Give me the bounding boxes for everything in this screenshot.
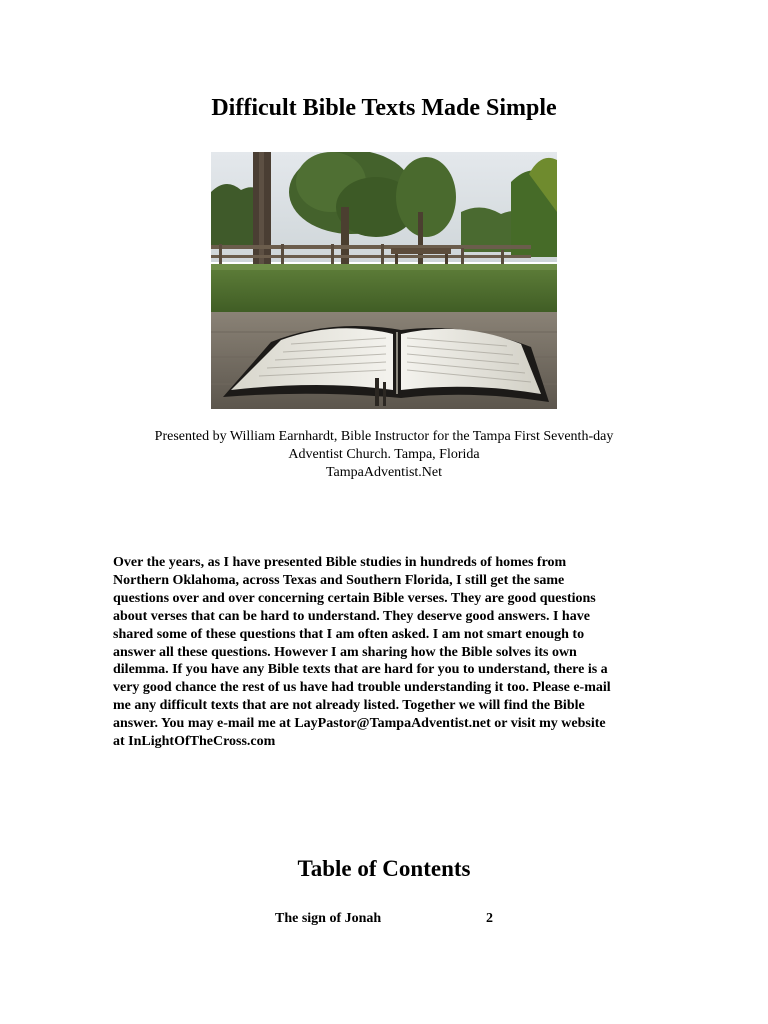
- intro-line: answer. You may e-mail me at LayPastor@TampaAdventist.net or visit my website: [113, 716, 606, 732]
- credit-line: Presented by William Earnhardt, Bible Instructor for the Tampa First Seventh-day: [154, 429, 614, 444]
- toc-heading: Table of Contents: [297, 856, 471, 881]
- intro-line: at InLightOfTheCross.com: [113, 734, 276, 750]
- intro-line: questions over and over concerning certain Bible verses. They are good questions: [113, 590, 596, 606]
- credit-line: TampaAdventist.Net: [325, 465, 443, 480]
- presenter-credit: [100, 428, 668, 482]
- toc-entry-page-number[interactable]: 2: [486, 911, 493, 926]
- intro-line: answer all these questions. However I am sharing how the Bible solves its own: [113, 644, 577, 660]
- intro-line: shared some of these questions that I am often asked. I am not smart enough to: [113, 626, 585, 642]
- intro-paragraph: [113, 554, 673, 751]
- intro-line: very good chance the rest of us have had trouble understanding it too. Please e-mail: [113, 680, 611, 696]
- document-title: Difficult Bible Texts Made Simple: [211, 95, 557, 121]
- intro-line: dilemma. If you have any Bible texts that are hard for you to understand, there is a: [113, 662, 608, 678]
- credit-line: Adventist Church. Tampa, Florida: [288, 447, 480, 462]
- intro-line: about verses that can be hard to understand. They deserve good answers. I have: [113, 608, 590, 624]
- toc-entry-title[interactable]: The sign of Jonah: [275, 911, 382, 926]
- intro-line: Northern Oklahoma, across Texas and Southern Florida, I still get the same: [113, 572, 565, 588]
- cover-photo: [211, 152, 557, 409]
- toc-entry[interactable]: [275, 910, 505, 928]
- intro-line: Over the years, as I have presented Bible studies in hundreds of homes from: [113, 555, 567, 570]
- intro-line: me any difficult texts that are not already listed. Together we will find the Bible: [113, 698, 585, 714]
